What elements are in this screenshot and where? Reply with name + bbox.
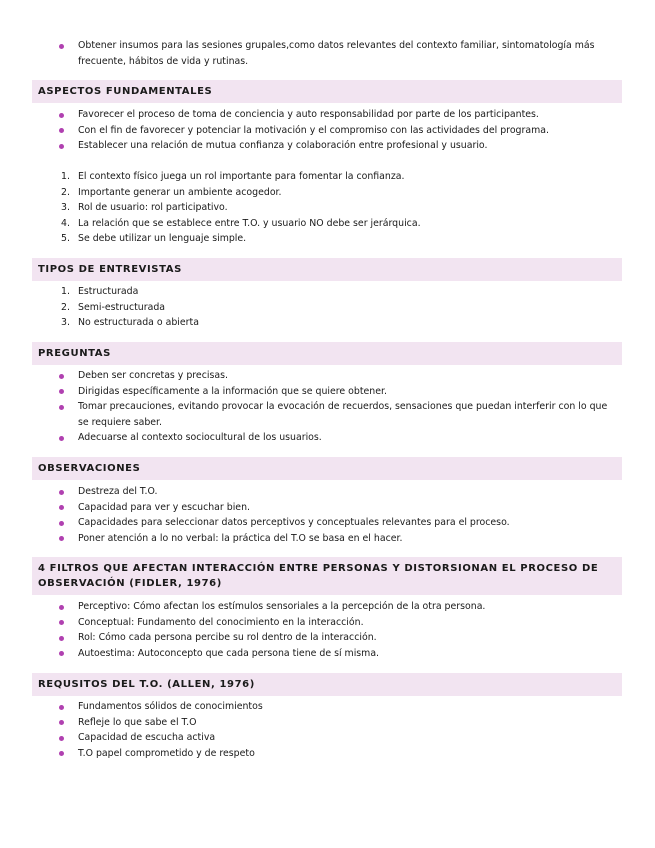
item-number: 3. [61,317,70,329]
list-item: Rol: Cómo cada persona percibe su rol dentro de la interacción. [0,630,655,646]
list-item [0,169,655,185]
item-text: Importante generar un ambiente acogedor. [78,186,282,198]
list-item: Refleje lo que sabe el T.O [0,715,655,731]
section-heading-tipos: TIPOS DE ENTREVISTAS [32,258,622,281]
intro-list [0,38,655,69]
item-number: 2. [61,186,70,198]
list-item: T.O papel comprometido y de respeto [0,746,655,762]
item-number: 2. [61,301,70,313]
item-number: 4. [61,217,70,229]
item-text: No estructurada o abierta [78,317,199,329]
list-item: Perceptivo: Cómo afectan los estímulos sensoriales a la percepción de la otra persona. [0,599,655,615]
tipos-numbered-list [0,284,655,331]
list-item: Dirigidas específicamente a la información que se quiere obtener. [0,384,655,400]
item-text: Se debe utilizar un lenguaje simple. [78,233,247,245]
preguntas-bullet-list [0,368,655,446]
list-item: Establecer una relación de mutua confianza y colaboración entre profesional y usuario. [0,138,655,154]
section-heading-preguntas: PREGUNTAS [32,342,622,365]
list-item [0,300,655,316]
list-item [0,231,655,247]
list-item: Favorecer el proceso de toma de conciencia y auto responsabilidad por parte de los participantes. [0,107,655,123]
observaciones-bullet-list [0,484,655,546]
list-item [0,284,655,300]
requisitos-bullet-list [0,699,655,761]
list-item [0,185,655,201]
list-item: Tomar precauciones, evitando provocar la evocación de recuerdos, sensaciones que puedan interferir con lo que se requiere saber. [0,399,655,430]
list-item: Deben ser concretas y precisas. [0,368,655,384]
section-heading-aspectos: ASPECTOS FUNDAMENTALES [32,80,622,103]
list-item: Capacidad de escucha activa [0,730,655,746]
item-number: 3. [61,202,70,214]
item-text: La relación que se establece entre T.O. y usuario NO debe ser jerárquica. [78,217,421,229]
list-item: Poner atención a lo no verbal: la práctica del T.O se basa en el hacer. [0,531,655,547]
item-number: 1. [61,171,70,182]
item-text: Estructurada [78,286,139,297]
list-item: Autoestima: Autoconcepto que cada persona tiene de sí misma. [0,646,655,662]
list-item: Obtener insumos para las sesiones grupales,como datos relevantes del contexto familiar, sintomatología más frecuente, hábitos de vida y rutinas. [0,38,655,69]
list-item: Adecuarse al contexto sociocultural de los usuarios. [0,430,655,446]
section-heading-requisitos: REQUSITOS DEL T.O. (ALLEN, 1976) [32,673,622,696]
list-item: Destreza del T.O. [0,484,655,500]
aspectos-bullet-list [0,107,655,154]
item-number: 5. [61,233,70,245]
section-heading-observaciones: OBSERVACIONES [32,457,622,480]
item-text: El contexto físico juega un rol importante para fomentar la confianza. [78,171,405,182]
list-item [0,200,655,216]
item-text: Semi-estructurada [78,301,166,313]
filtros-bullet-list [0,599,655,661]
list-item [0,216,655,232]
list-item: Conceptual: Fundamento del conocimiento en la interacción. [0,615,655,631]
aspectos-numbered-list [0,169,655,247]
item-number: 1. [61,286,70,297]
list-item: Fundamentos sólidos de conocimientos [0,699,655,715]
item-text: Rol de usuario: rol participativo. [78,202,228,214]
section-heading-filtros: 4 FILTROS QUE AFECTAN INTERACCIÓN ENTRE PERSONAS Y DISTORSIONAN EL PROCESO DE OBSERVACIÓN (FIDLER, 1976) [32,557,622,595]
list-item: Capacidad para ver y escuchar bien. [0,500,655,516]
list-item: Capacidades para seleccionar datos perceptivos y conceptuales relevantes para el proceso. [0,515,655,531]
list-item: Con el fin de favorecer y potenciar la motivación y el compromiso con las actividades del programa. [0,123,655,139]
list-item [0,315,655,331]
